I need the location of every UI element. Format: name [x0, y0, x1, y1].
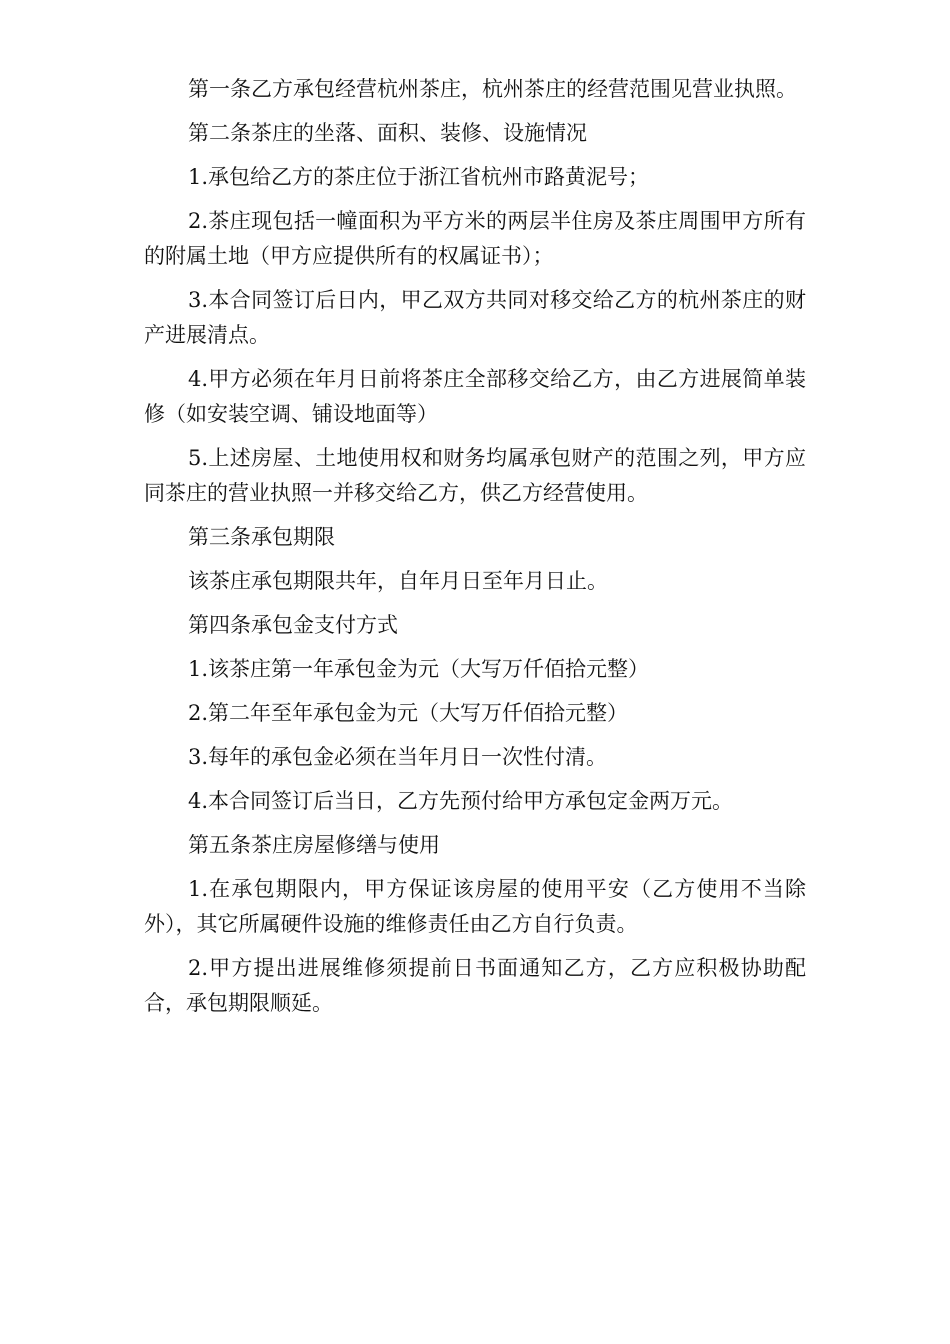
- article-2-heading: 第二条茶庄的坐落、面积、装修、设施情况: [188, 121, 587, 145]
- article-4-item-1: 1.该茶庄第一年承包金为元（大写万仟佰拾元整）: [188, 657, 650, 681]
- article-2-item-4: 4.甲方必须在年月日前将茶庄全部移交给乙方，由乙方进展简单装修（如安装空调、铺设地面等）: [144, 367, 806, 426]
- article-2-item-5: 5.上述房屋、土地使用权和财务均属承包财产的范围之列，甲方应同茶庄的营业执照一并移交给乙方，供乙方经营使用。: [144, 446, 806, 505]
- article-5-heading: 第五条茶庄房屋修缮与使用: [188, 833, 440, 857]
- article-4-item-2: 2.第二年至年承包金为元（大写万仟佰拾元整）: [188, 701, 629, 725]
- article-4-item-4: 4.本合同签订后当日，乙方先预付给甲方承包定金两万元。: [188, 789, 734, 813]
- document-body: [144, 72, 806, 1030]
- article-3-heading: 第三条承包期限: [188, 525, 335, 549]
- article-4-heading: 第四条承包金支付方式: [188, 613, 398, 637]
- article-2-item-1: 1.承包给乙方的茶庄位于浙江省杭州市路黄泥号；: [188, 165, 650, 189]
- article-1-paragraph: 第一条乙方承包经营杭州茶庄，杭州茶庄的经营范围见营业执照。: [188, 77, 797, 101]
- article-2-item-2: 2.茶庄现包括一幢面积为平方米的两层半住房及茶庄周围甲方所有的附属土地（甲方应提供所有的权属证书）；: [144, 209, 806, 268]
- article-4-item-3: 3.每年的承包金必须在当年月日一次性付清。: [188, 745, 608, 769]
- article-2-item-3: 3.本合同签订后日内，甲乙双方共同对移交给乙方的杭州茶庄的财产进展清点。: [144, 288, 806, 347]
- article-5-item-2: 2.甲方提出进展维修须提前日书面通知乙方，乙方应积极协助配合，承包期限顺延。: [144, 956, 806, 1015]
- article-3-text: 该茶庄承包期限共年，自年月日至年月日止。: [188, 569, 608, 593]
- article-5-item-1: 1.在承包期限内，甲方保证该房屋的使用平安（乙方使用不当除 外），其它所属硬件设施的维修责任由乙方自行负责。: [144, 877, 806, 936]
